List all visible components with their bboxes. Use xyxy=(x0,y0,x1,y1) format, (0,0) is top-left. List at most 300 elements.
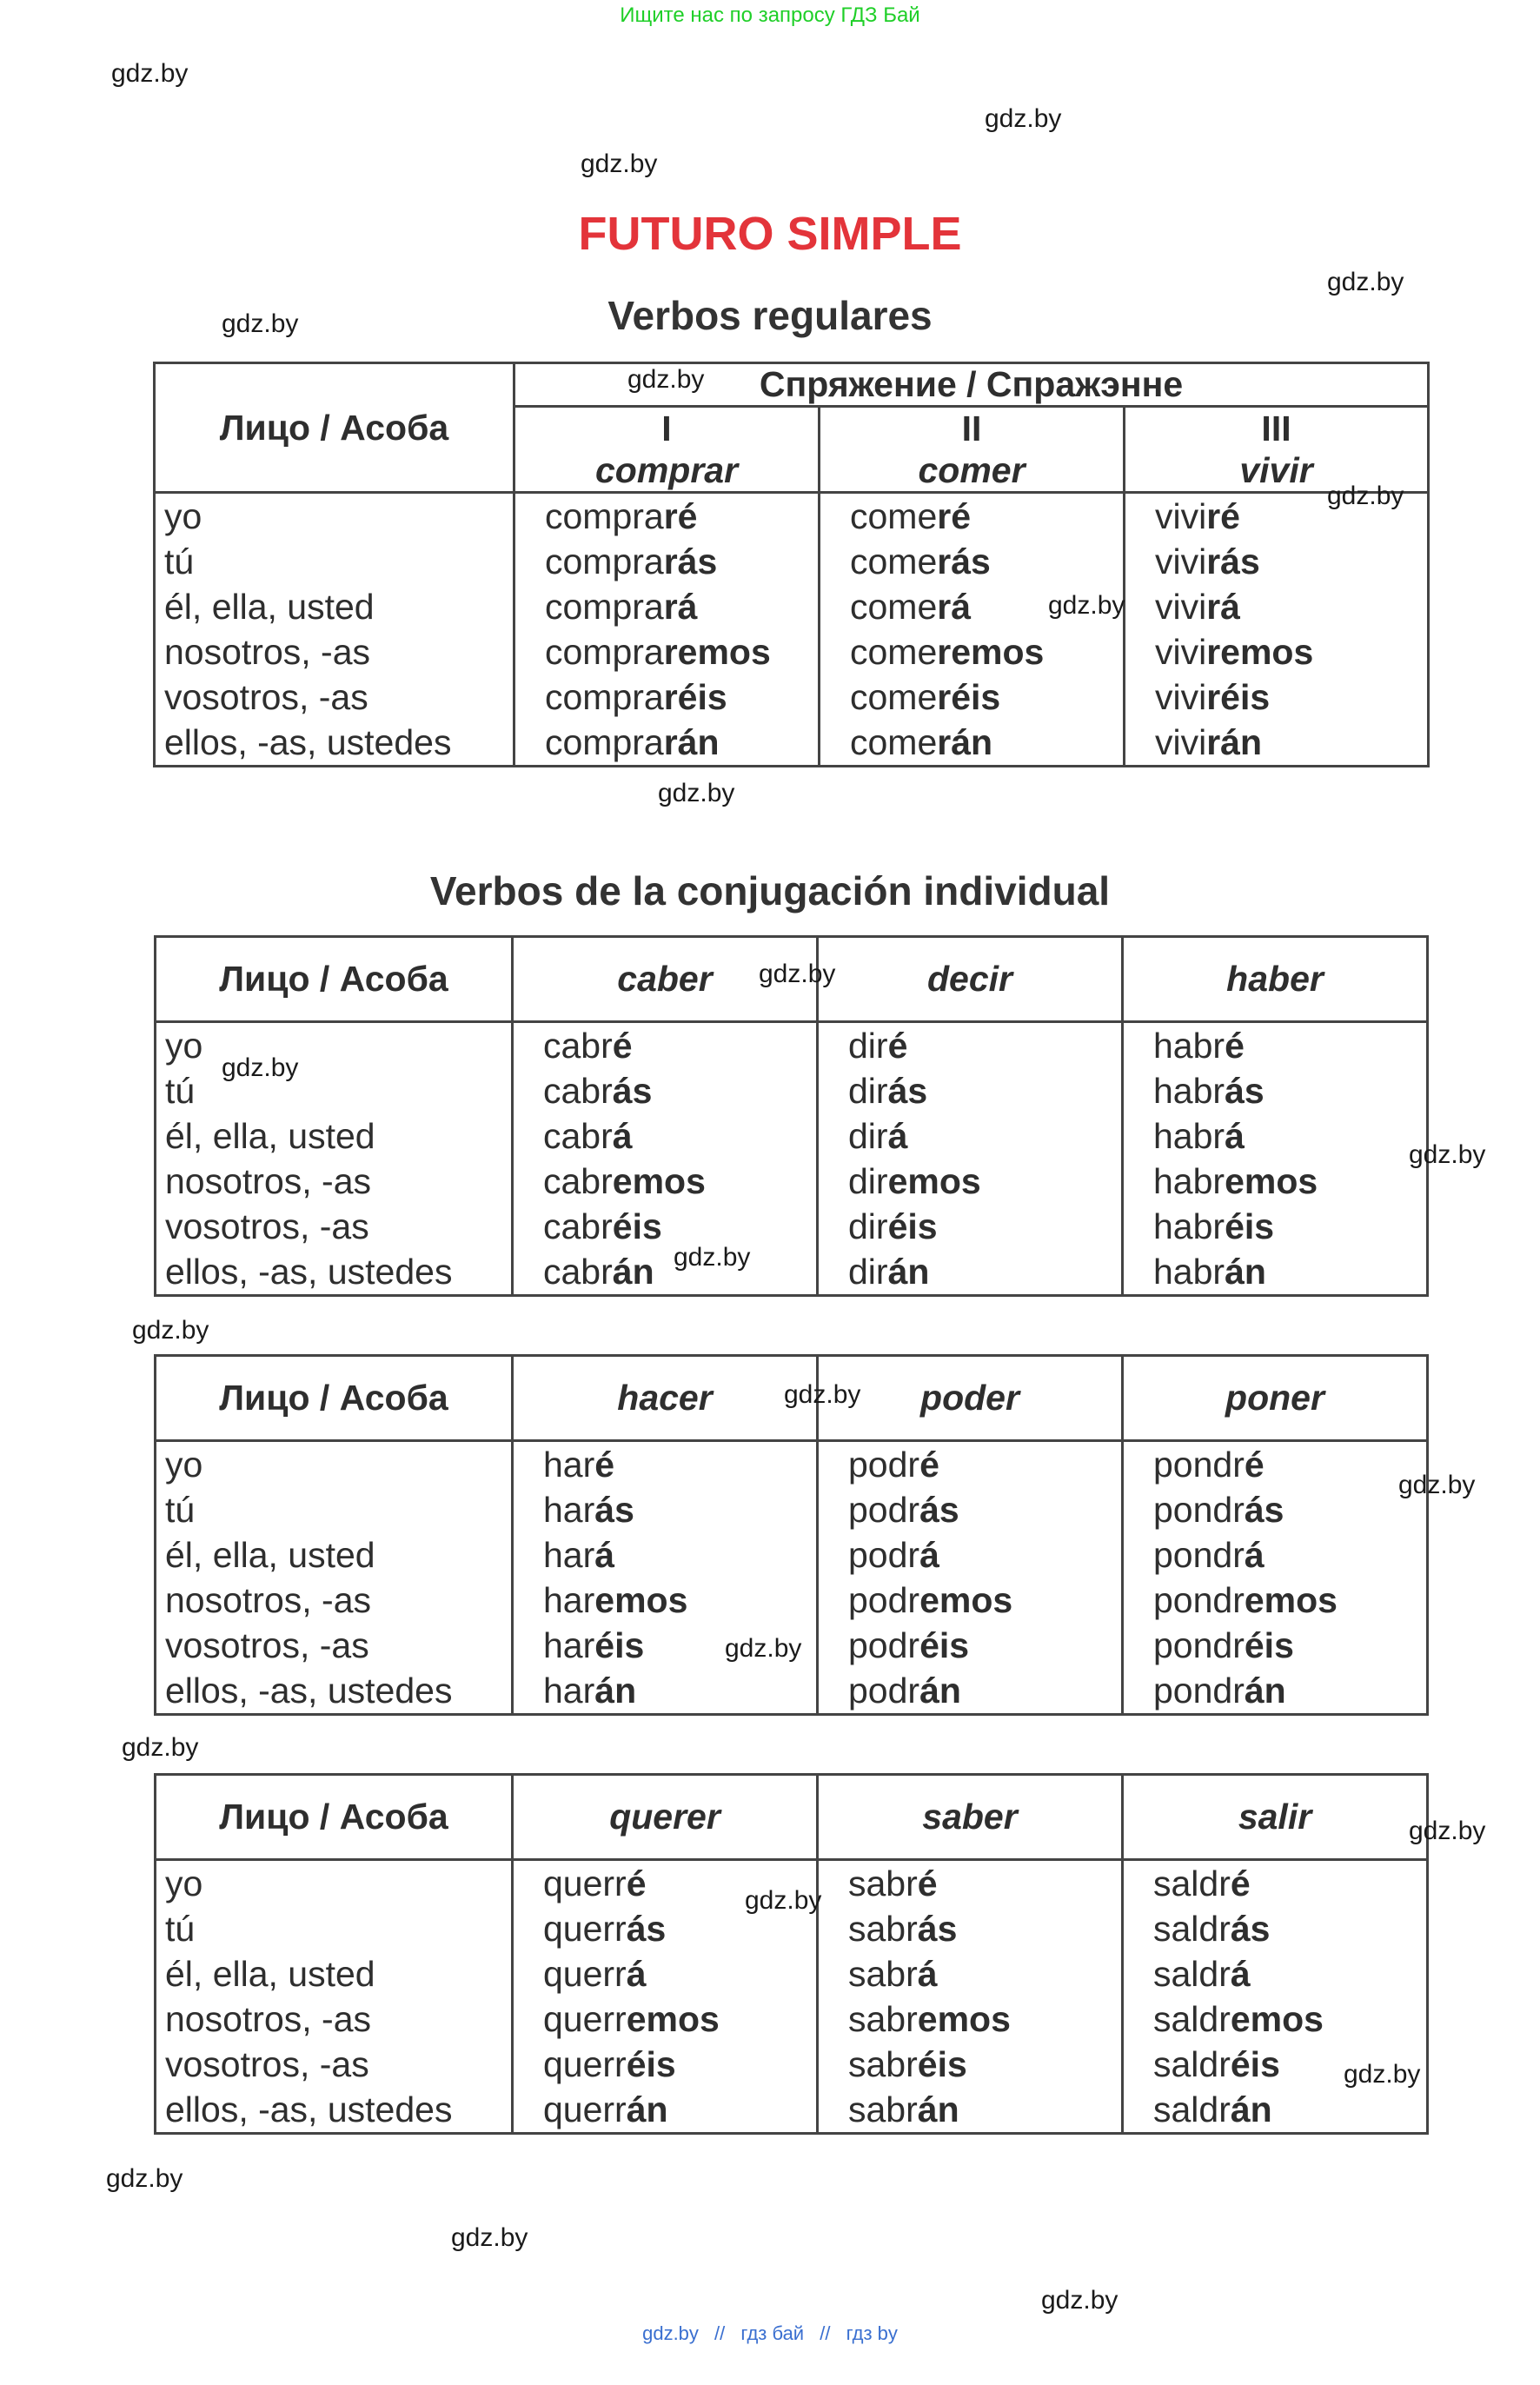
top-banner: Ищите нас по запросу ГДЗ Бай xyxy=(620,3,920,27)
form-stem: querr xyxy=(543,1954,627,1994)
persons-column xyxy=(156,1022,513,1296)
form-stem: har xyxy=(543,1625,595,1665)
form-ending: rás xyxy=(937,541,991,581)
watermark: gdz.by xyxy=(658,779,735,807)
watermark: gdz.by xyxy=(1327,268,1404,296)
form-stem: pondr xyxy=(1153,1535,1245,1575)
form-stem: compra xyxy=(545,722,664,762)
forms-column-hacer xyxy=(513,1441,818,1715)
form-stem: saldr xyxy=(1153,1954,1231,1994)
person-label: nosotros, -as xyxy=(165,1999,371,2039)
form-ending: éis xyxy=(887,1206,938,1246)
form-stem: pondr xyxy=(1153,1671,1245,1711)
form-stem: dir xyxy=(848,1116,888,1156)
form-ending: án xyxy=(1230,2089,1272,2129)
person-label: vosotros, -as xyxy=(165,1625,369,1665)
form-stem: querr xyxy=(543,1999,627,2039)
verb-form xyxy=(1124,1668,1426,1713)
form-ending: á xyxy=(917,1954,938,1994)
form-ending: remos xyxy=(1206,632,1314,672)
person-header: Лицо / Асоба xyxy=(156,937,513,1022)
form-ending: éis xyxy=(612,1206,662,1246)
verb-form xyxy=(515,494,818,539)
form-ending: emos xyxy=(612,1161,706,1201)
form-ending: á xyxy=(594,1535,615,1575)
form-stem: podr xyxy=(848,1535,920,1575)
form-stem: come xyxy=(850,541,938,581)
form-ending: emos xyxy=(917,1999,1011,2039)
form-stem: har xyxy=(543,1580,595,1620)
person-label: él, ella, usted xyxy=(165,1116,375,1156)
form-ending: án xyxy=(917,2089,959,2129)
footer-link[interactable]: гдз бай xyxy=(740,2322,805,2344)
verb-form xyxy=(1124,2087,1426,2132)
form-ending: ré xyxy=(937,496,972,536)
form-ending: é xyxy=(887,1026,908,1066)
conjugation-III-header xyxy=(1125,407,1429,493)
verb-form xyxy=(1124,1023,1426,1068)
form-ending: án xyxy=(919,1671,961,1711)
watermark: gdz.by xyxy=(581,149,658,178)
verb-form xyxy=(514,1578,816,1623)
person-label: yo xyxy=(165,1445,203,1485)
form-ending: án xyxy=(887,1252,930,1292)
form-stem: cabr xyxy=(543,1206,613,1246)
person-label: él, ella, usted xyxy=(165,1535,375,1575)
form-stem: compra xyxy=(545,541,664,581)
watermark: gdz.by xyxy=(674,1243,751,1272)
form-ending: emos xyxy=(1244,1580,1338,1620)
form-stem: come xyxy=(850,632,938,672)
form-stem: vivi xyxy=(1155,496,1207,536)
conjugation-II-header xyxy=(820,407,1125,493)
form-ending: réis xyxy=(1206,677,1271,717)
footer-separator: // xyxy=(820,2322,831,2344)
form-ending: rá xyxy=(663,587,698,627)
form-stem: podr xyxy=(848,1671,920,1711)
forms-column-saber xyxy=(818,1860,1123,2134)
verb-form xyxy=(819,1204,1121,1249)
watermark: gdz.by xyxy=(725,1634,802,1663)
form-stem: come xyxy=(850,722,938,762)
form-ending: án xyxy=(612,1252,654,1292)
verb-form xyxy=(515,720,818,765)
verb-form xyxy=(515,629,818,674)
individual-verbs-table-1 xyxy=(154,935,1429,1297)
watermark: gdz.by xyxy=(1409,1817,1486,1845)
infinitive: vivir xyxy=(1239,450,1313,490)
form-stem: har xyxy=(543,1445,595,1485)
watermark: gdz.by xyxy=(106,2164,183,2193)
form-stem: querr xyxy=(543,2044,627,2084)
verb-form xyxy=(820,629,1123,674)
verb-form xyxy=(1124,1442,1426,1487)
form-stem: habr xyxy=(1153,1161,1225,1201)
verb-form xyxy=(819,1113,1121,1159)
watermark: gdz.by xyxy=(222,1053,299,1082)
conjugation-group-header: Спряжение / Спражэнне xyxy=(514,363,1429,407)
form-stem: compra xyxy=(545,496,664,536)
verb-form xyxy=(819,2042,1121,2087)
form-ending: éis xyxy=(1230,2044,1280,2084)
form-ending: emos xyxy=(919,1580,1013,1620)
verb-form xyxy=(1125,629,1427,674)
verb-form xyxy=(1125,539,1427,584)
persons-column xyxy=(156,1441,513,1715)
individual-verbs-table-3 xyxy=(154,1773,1429,2135)
verb-form xyxy=(819,1668,1121,1713)
form-ending: án xyxy=(594,1671,637,1711)
person-label: nosotros, -as xyxy=(165,1580,371,1620)
form-stem: compra xyxy=(545,632,664,672)
watermark: gdz.by xyxy=(627,365,705,394)
form-stem: sabr xyxy=(848,1954,918,1994)
roman-numeral: I xyxy=(661,409,672,448)
verb-form xyxy=(820,494,1123,539)
verb-form xyxy=(819,1442,1121,1487)
form-ending: remos xyxy=(937,632,1045,672)
form-stem: saldr xyxy=(1153,1999,1231,2039)
form-stem: sabr xyxy=(848,1863,918,1903)
form-stem: pondr xyxy=(1153,1625,1245,1665)
watermark: gdz.by xyxy=(1409,1140,1486,1169)
form-stem: compra xyxy=(545,677,664,717)
verb-form xyxy=(819,1159,1121,1204)
form-ending: éis xyxy=(1244,1625,1294,1665)
verb-form xyxy=(819,1623,1121,1668)
form-ending: ás xyxy=(1244,1490,1284,1530)
form-ending: réis xyxy=(937,677,1001,717)
form-ending: emos xyxy=(594,1580,688,1620)
verb-header-decir: decir xyxy=(818,937,1123,1022)
form-ending: ás xyxy=(626,1909,667,1949)
verb-header-poner: poner xyxy=(1123,1356,1428,1441)
form-stem: vivi xyxy=(1155,722,1207,762)
verb-form xyxy=(514,1159,816,1204)
form-ending: ás xyxy=(612,1071,653,1111)
verb-form xyxy=(514,1442,816,1487)
verb-form xyxy=(515,584,818,629)
verb-form xyxy=(819,1068,1121,1113)
watermark: gdz.by xyxy=(745,1886,822,1915)
form-stem: dir xyxy=(848,1252,888,1292)
form-ending: ré xyxy=(663,496,698,536)
verb-header-hacer: hacer xyxy=(513,1356,818,1441)
form-stem: dir xyxy=(848,1206,888,1246)
form-stem: pondr xyxy=(1153,1445,1245,1485)
footer-link[interactable]: гдз by xyxy=(846,2322,898,2344)
verb-form xyxy=(819,1951,1121,1996)
form-ending: rá xyxy=(937,587,972,627)
verb-form xyxy=(514,1668,816,1713)
form-stem: pondr xyxy=(1153,1580,1245,1620)
verb-form xyxy=(819,1023,1121,1068)
persons-column xyxy=(155,493,514,767)
form-ending: remos xyxy=(663,632,771,672)
verb-form xyxy=(819,1532,1121,1578)
person-label: vosotros, -as xyxy=(165,1206,369,1246)
form-ending: rá xyxy=(1206,587,1240,627)
verb-form xyxy=(515,539,818,584)
forms-column-caber xyxy=(513,1022,818,1296)
form-stem: habr xyxy=(1153,1026,1225,1066)
infinitive: comprar xyxy=(594,450,739,490)
section-title-individual: Verbos de la conjugación individual xyxy=(429,868,1111,913)
form-stem: saldr xyxy=(1153,1909,1231,1949)
person-label: tú xyxy=(165,1909,196,1949)
form-stem: pondr xyxy=(1153,1490,1245,1530)
form-stem: sabr xyxy=(848,2089,918,2129)
watermark: gdz.by xyxy=(784,1380,861,1409)
footer-link[interactable]: gdz.by xyxy=(642,2322,699,2344)
person-label: tú xyxy=(165,1071,196,1111)
verb-form xyxy=(1124,1906,1426,1951)
person-label: tú xyxy=(165,1490,196,1530)
form-ending: é xyxy=(594,1445,615,1485)
conjugation-I-header xyxy=(514,407,820,493)
form-stem: cabr xyxy=(543,1116,613,1156)
verb-form xyxy=(515,674,818,720)
form-ending: é xyxy=(626,1863,647,1903)
form-stem: saldr xyxy=(1153,2044,1231,2084)
regular-verbs-table xyxy=(153,362,1430,767)
form-ending: ás xyxy=(1225,1071,1265,1111)
form-ending: á xyxy=(626,1954,647,1994)
form-ending: ré xyxy=(1206,496,1240,536)
form-stem: dir xyxy=(848,1071,888,1111)
person-label: tú xyxy=(164,541,195,581)
person-label: ellos, -as, ustedes xyxy=(165,2089,453,2129)
roman-numeral: III xyxy=(1261,409,1291,448)
forms-column-haber xyxy=(1123,1022,1428,1296)
verb-header-poder: poder xyxy=(818,1356,1123,1441)
form-stem: come xyxy=(850,587,938,627)
form-ending: é xyxy=(917,1863,938,1903)
person-label: vosotros, -as xyxy=(165,2044,369,2084)
form-ending: rán xyxy=(663,722,720,762)
verb-form xyxy=(820,674,1123,720)
forms-column-comer xyxy=(820,493,1125,767)
form-ending: á xyxy=(1244,1535,1265,1575)
form-stem: podr xyxy=(848,1580,920,1620)
form-stem: querr xyxy=(543,2089,627,2129)
form-ending: rán xyxy=(1206,722,1263,762)
verb-header-caber: caber xyxy=(513,937,818,1022)
form-ending: án xyxy=(1225,1252,1266,1292)
form-ending: ás xyxy=(1230,1909,1271,1949)
verb-form xyxy=(820,720,1123,765)
verb-form xyxy=(819,1861,1121,1906)
verb-form xyxy=(1124,1068,1426,1113)
form-ending: á xyxy=(887,1116,908,1156)
form-stem: habr xyxy=(1153,1206,1225,1246)
watermark: gdz.by xyxy=(111,59,189,88)
watermark: gdz.by xyxy=(122,1733,199,1762)
verb-form xyxy=(514,1951,816,1996)
form-ending: é xyxy=(1225,1026,1245,1066)
person-label: vosotros, -as xyxy=(164,677,368,717)
form-ending: án xyxy=(626,2089,668,2129)
form-stem: habr xyxy=(1153,1071,1225,1111)
watermark: gdz.by xyxy=(759,960,836,988)
section-title-regular: Verbos regulares xyxy=(607,293,933,338)
verb-form xyxy=(1124,1159,1426,1204)
verb-form xyxy=(819,1906,1121,1951)
verb-header-salir: salir xyxy=(1123,1775,1428,1860)
form-ending: éis xyxy=(626,2044,676,2084)
form-stem: cabr xyxy=(543,1252,613,1292)
watermark: gdz.by xyxy=(132,1316,209,1345)
form-stem: vivi xyxy=(1155,587,1207,627)
watermark: gdz.by xyxy=(451,2223,528,2252)
forms-column-poder xyxy=(818,1441,1123,1715)
form-ending: é xyxy=(919,1445,939,1485)
form-stem: sabr xyxy=(848,1909,918,1949)
verb-form xyxy=(1124,1249,1426,1294)
verb-form xyxy=(819,1249,1121,1294)
form-ending: emos xyxy=(1225,1161,1318,1201)
form-ending: rás xyxy=(663,541,718,581)
verb-form xyxy=(1124,1113,1426,1159)
verb-form xyxy=(1125,674,1427,720)
verb-form xyxy=(514,2087,816,2132)
form-ending: á xyxy=(1230,1954,1251,1994)
verb-form xyxy=(1125,720,1427,765)
watermark: gdz.by xyxy=(1041,2286,1118,2315)
persons-column xyxy=(156,1860,513,2134)
forms-column-poner xyxy=(1123,1441,1428,1715)
person-header: Лицо / Асоба xyxy=(155,363,514,493)
verb-header-saber: saber xyxy=(818,1775,1123,1860)
form-stem: har xyxy=(543,1490,595,1530)
watermark: gdz.by xyxy=(1398,1471,1476,1499)
forms-column-vivir xyxy=(1125,493,1429,767)
form-ending: án xyxy=(1244,1671,1286,1711)
verb-header-querer: querer xyxy=(513,1775,818,1860)
form-stem: habr xyxy=(1153,1116,1225,1156)
form-stem: vivi xyxy=(1155,541,1207,581)
verb-form xyxy=(514,1532,816,1578)
watermark: gdz.by xyxy=(222,309,299,338)
form-ending: éis xyxy=(919,1625,970,1665)
verb-form xyxy=(819,1487,1121,1532)
watermark: gdz.by xyxy=(1344,2060,1421,2089)
verb-form xyxy=(1124,1204,1426,1249)
verb-form xyxy=(820,539,1123,584)
verb-form xyxy=(819,2087,1121,2132)
form-ending: emos xyxy=(887,1161,981,1201)
form-ending: éis xyxy=(1225,1206,1275,1246)
verb-form xyxy=(1124,1578,1426,1623)
page-title: FUTURO SIMPLE xyxy=(578,208,962,260)
form-stem: come xyxy=(850,677,938,717)
form-ending: rán xyxy=(937,722,993,762)
verb-form xyxy=(514,1204,816,1249)
verb-form xyxy=(819,1578,1121,1623)
person-label: yo xyxy=(165,1026,203,1066)
person-label: ellos, -as, ustedes xyxy=(165,1252,453,1292)
verb-form xyxy=(514,1996,816,2042)
person-header: Лицо / Асоба xyxy=(156,1356,513,1441)
verb-form xyxy=(514,1487,816,1532)
verb-form xyxy=(1124,1951,1426,1996)
form-stem: saldr xyxy=(1153,1863,1231,1903)
person-label: nosotros, -as xyxy=(165,1161,371,1201)
person-label: yo xyxy=(164,496,202,536)
form-stem: sabr xyxy=(848,2044,918,2084)
person-label: yo xyxy=(165,1863,203,1903)
form-ending: é xyxy=(612,1026,633,1066)
watermark: gdz.by xyxy=(1327,482,1404,510)
form-stem: compra xyxy=(545,587,664,627)
verb-form xyxy=(1124,1861,1426,1906)
verb-form xyxy=(514,1249,816,1294)
forms-column-decir xyxy=(818,1022,1123,1296)
watermark: gdz.by xyxy=(985,104,1062,133)
form-stem: querr xyxy=(543,1909,627,1949)
form-ending: ás xyxy=(917,1909,958,1949)
form-ending: éis xyxy=(917,2044,967,2084)
verb-form xyxy=(514,1023,816,1068)
form-stem: dir xyxy=(848,1026,888,1066)
form-stem: podr xyxy=(848,1445,920,1485)
forms-column-comprar xyxy=(514,493,820,767)
person-label: ellos, -as, ustedes xyxy=(164,722,452,762)
form-ending: ás xyxy=(594,1490,634,1530)
verb-form xyxy=(1125,584,1427,629)
person-label: nosotros, -as xyxy=(164,632,370,672)
watermark: gdz.by xyxy=(1048,591,1125,620)
forms-column-salir xyxy=(1123,1860,1428,2134)
form-stem: sabr xyxy=(848,1999,918,2039)
form-ending: réis xyxy=(663,677,727,717)
verb-form xyxy=(819,1996,1121,2042)
form-ending: ás xyxy=(919,1490,959,1530)
verb-form xyxy=(1124,1623,1426,1668)
form-stem: har xyxy=(543,1535,595,1575)
form-stem: habr xyxy=(1153,1252,1225,1292)
footer-links xyxy=(0,2322,1540,2345)
form-ending: éis xyxy=(594,1625,645,1665)
person-header: Лицо / Асоба xyxy=(156,1775,513,1860)
form-stem: vivi xyxy=(1155,632,1207,672)
verb-form xyxy=(514,1068,816,1113)
person-label: ellos, -as, ustedes xyxy=(165,1671,453,1711)
form-stem: vivi xyxy=(1155,677,1207,717)
form-stem: querr xyxy=(543,1863,627,1903)
form-ending: emos xyxy=(1230,1999,1324,2039)
form-stem: podr xyxy=(848,1490,920,1530)
verb-form xyxy=(1124,1532,1426,1578)
form-stem: cabr xyxy=(543,1161,613,1201)
verb-header-haber: haber xyxy=(1123,937,1428,1022)
form-stem: cabr xyxy=(543,1071,613,1111)
form-ending: rás xyxy=(1206,541,1260,581)
form-stem: har xyxy=(543,1671,595,1711)
form-ending: á xyxy=(612,1116,633,1156)
person-label: él, ella, usted xyxy=(164,587,375,627)
form-stem: dir xyxy=(848,1161,888,1201)
verb-form xyxy=(514,1113,816,1159)
form-stem: cabr xyxy=(543,1026,613,1066)
form-ending: ás xyxy=(887,1071,928,1111)
form-ending: é xyxy=(1244,1445,1265,1485)
form-ending: é xyxy=(1230,1863,1251,1903)
verb-form xyxy=(514,2042,816,2087)
form-ending: emos xyxy=(626,1999,720,2039)
person-label: él, ella, usted xyxy=(165,1954,375,1994)
verb-form xyxy=(1124,1487,1426,1532)
